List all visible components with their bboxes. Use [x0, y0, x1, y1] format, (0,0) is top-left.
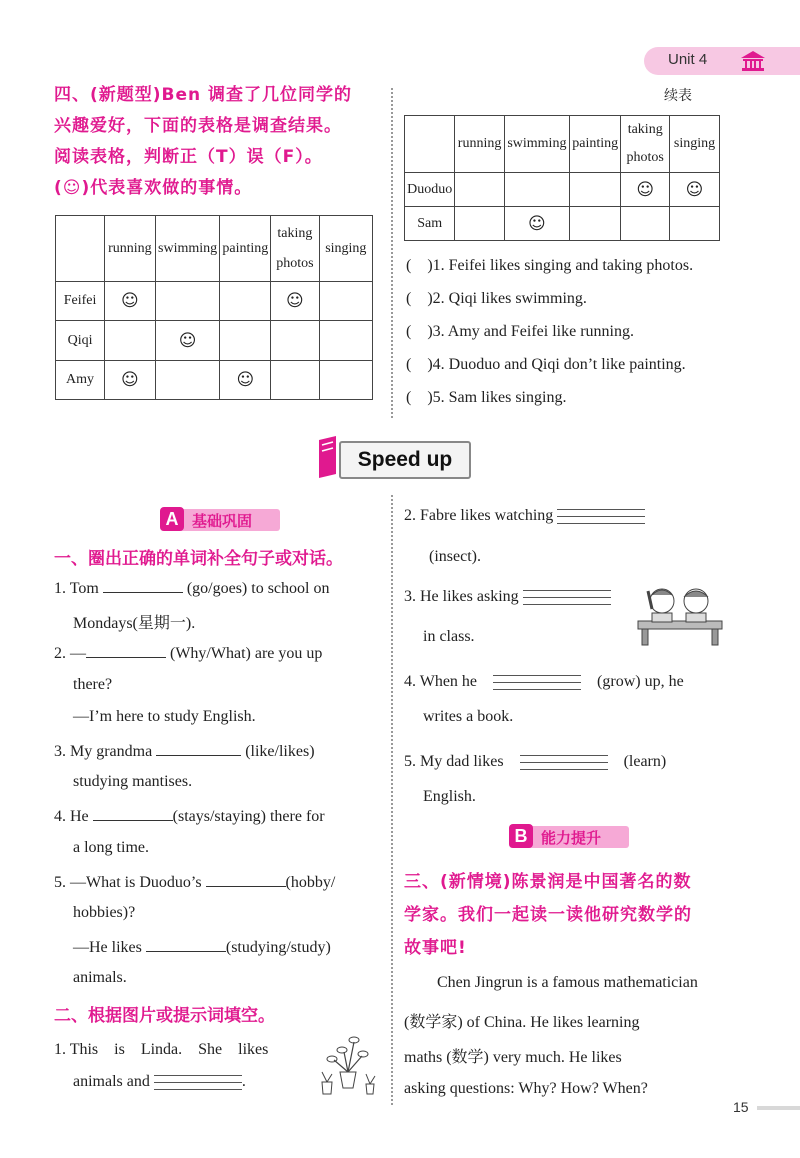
col-header: taking photos	[271, 216, 319, 282]
title-line: 故事吧!	[404, 938, 467, 958]
writing-lines	[154, 1075, 242, 1090]
fill-5-line2: English.	[423, 788, 476, 805]
table-header-row	[56, 216, 373, 282]
question-5-line3: —He likes (studying/study)	[73, 939, 331, 956]
writing-lines	[523, 590, 611, 605]
cell	[220, 321, 271, 361]
continued-label: 续表	[664, 88, 692, 104]
statement: ( )5. Sam likes singing.	[406, 389, 567, 406]
table-row	[405, 173, 720, 207]
section2-title: 二、根据图片或提示词填空。	[54, 1006, 275, 1026]
badge-a-label: 基础巩固	[192, 512, 253, 530]
survey-table-2	[404, 115, 720, 241]
badge-a	[160, 509, 280, 531]
title-line: (☺)代表喜欢做的事情。	[54, 178, 253, 198]
cell	[155, 282, 220, 321]
fill-3-line2: in class.	[423, 628, 475, 645]
table-row	[56, 282, 373, 321]
question-5-line2: hobbies)?	[73, 904, 136, 921]
fill-5-line1: 5. My dad likes (learn)	[404, 753, 667, 770]
passage-line: Chen Jingrun is a famous mathematician	[437, 974, 698, 991]
corner-cell	[405, 116, 455, 173]
temple-icon	[740, 50, 766, 72]
statement: ( )2. Qiqi likes swimming.	[406, 290, 587, 307]
col-header: swimming	[155, 216, 220, 282]
passage-line: (数学家) of China. He likes learning	[404, 1014, 640, 1031]
passage-line: asking questions: Why? How? When?	[404, 1080, 648, 1097]
smile-icon: ☺	[220, 361, 271, 400]
writing-lines	[557, 509, 645, 524]
section1-title: 一、圈出正确的单词补全句子或对话。	[54, 549, 343, 569]
question-2-line3: —I’m here to study English.	[73, 708, 256, 725]
row-name: Feifei	[56, 282, 105, 321]
section1-questions	[54, 578, 384, 998]
title-line: 三、(新情境)陈景润是中国著名的数	[404, 872, 692, 892]
column-divider-bottom	[391, 495, 393, 1105]
fill-3-line1: 3. He likes asking	[404, 588, 611, 606]
smile-icon: ☺	[271, 282, 319, 321]
page-number: 15	[733, 1099, 749, 1115]
table-row	[56, 361, 373, 400]
plants-icon	[318, 1032, 380, 1096]
cell	[319, 361, 372, 400]
col-header: running	[105, 216, 156, 282]
statement: ( )3. Amy and Feifei like running.	[406, 323, 634, 340]
cell	[220, 282, 271, 321]
cell	[455, 207, 504, 241]
col-header: singing	[670, 116, 720, 173]
speed-up-banner: Speed up	[339, 441, 471, 479]
badge-b-letter: B	[509, 824, 533, 848]
col-header: painting	[220, 216, 271, 282]
table-header-row	[405, 116, 720, 173]
fill-1-line2: animals and .	[73, 1073, 246, 1090]
smile-icon: ☺	[105, 361, 156, 400]
cell	[621, 207, 670, 241]
statement: ( )1. Feifei likes singing and taking photos.	[406, 257, 694, 274]
section4-title	[54, 80, 389, 204]
fill-items-right	[404, 507, 744, 817]
writing-lines	[493, 675, 581, 690]
col-header: singing	[319, 216, 372, 282]
title-line: 兴趣爱好，下面的表格是调查结果。	[54, 116, 342, 136]
cell	[105, 321, 156, 361]
fill-4-line1: 4. When he (grow) up, he	[404, 673, 684, 690]
question-3-line2: studying mantises.	[73, 773, 193, 790]
statement: ( )4. Duoduo and Qiqi don’t like painting.	[406, 356, 686, 373]
question-1-line1: 1. Tom (go/goes) to school on	[54, 580, 330, 597]
writing-lines	[520, 755, 608, 770]
badge-b-label: 能力提升	[541, 829, 602, 847]
col-header: taking photos	[621, 116, 670, 173]
corner-cell	[56, 216, 105, 282]
unit-label: Unit 4	[668, 51, 708, 68]
question-5-line1: 5. —What is Duoduo’s (hobby/	[54, 874, 336, 891]
cell	[455, 173, 504, 207]
cell	[504, 173, 569, 207]
cell	[570, 173, 621, 207]
col-header: running	[455, 116, 504, 173]
passage	[404, 974, 734, 1104]
column-divider-top	[391, 88, 393, 418]
badge-a-letter: A	[160, 507, 184, 531]
cell	[271, 361, 319, 400]
unit-tab	[644, 47, 800, 75]
question-4-line2: a long time.	[73, 839, 149, 856]
smile-icon: ☺	[621, 173, 670, 207]
col-header: swimming	[504, 116, 569, 173]
fill-2-line2: (insect).	[429, 548, 481, 565]
row-name: Qiqi	[56, 321, 105, 361]
page-number-bar	[757, 1106, 800, 1110]
question-5-line4: animals.	[73, 969, 127, 986]
cell	[670, 207, 720, 241]
row-name: Duoduo	[405, 173, 455, 207]
passage-line: maths (数学) very much. He likes	[404, 1049, 622, 1066]
cell	[319, 321, 372, 361]
row-name: Amy	[56, 361, 105, 400]
students-icon	[634, 585, 726, 647]
question-2-line2: there?	[73, 676, 113, 693]
smile-icon: ☺	[670, 173, 720, 207]
title-line: 学家。我们一起读一读他研究数学的	[404, 905, 692, 925]
cell	[319, 282, 372, 321]
cell	[570, 207, 621, 241]
fill-2-line1: 2. Fabre likes watching	[404, 507, 645, 525]
question-3-line1: 3. My grandma (like/likes)	[54, 743, 315, 760]
row-name: Sam	[405, 207, 455, 241]
section3-title	[404, 866, 744, 965]
col-header: painting	[570, 116, 621, 173]
badge-b	[509, 826, 629, 848]
smile-icon: ☺	[504, 207, 569, 241]
smile-icon: ☺	[105, 282, 156, 321]
fill-4-line2: writes a book.	[423, 708, 514, 725]
question-2-line1: 2. — (Why/What) are you up	[54, 645, 323, 662]
question-4-line1: 4. He (stays/staying) there for	[54, 808, 325, 825]
cell	[155, 361, 220, 400]
book-icon	[316, 436, 340, 480]
table-row	[405, 207, 720, 241]
question-1-line2: Mondays(星期一).	[73, 615, 196, 632]
fill-1-line1: 1. This is Linda. She likes	[54, 1041, 269, 1058]
smile-icon: ☺	[155, 321, 220, 361]
survey-table-1	[55, 215, 373, 400]
title-line: 阅读表格，判断正（T）误（F）。	[54, 147, 323, 167]
title-line: 四、(新题型)Ben 调查了几位同学的	[54, 85, 353, 105]
table-row	[56, 321, 373, 361]
cell	[271, 321, 319, 361]
